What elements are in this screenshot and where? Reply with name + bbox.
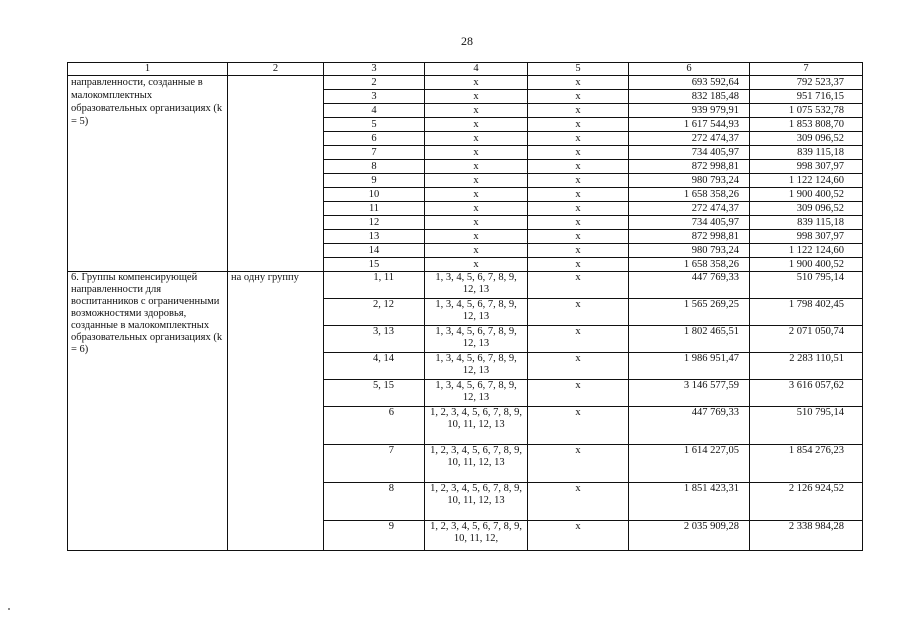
cell: 792 523,37 [750,76,863,90]
cell: 1, 3, 4, 5, 6, 7, 8, 9, 12, 13 [425,272,528,299]
cell: 1 614 227,05 [629,445,750,483]
group-name-cell: 6. Группы компенсирующей направленности для воспитанников с ограниченными возможностями здоровья, созданные в малокомплектных образовательных организациях (k = 6) [68,272,228,551]
cell: x [425,160,528,174]
cell: x [425,202,528,216]
cell: x [528,272,629,299]
cell: 1 565 269,25 [629,299,750,326]
cell: 5, 15 [324,380,425,407]
cell: 2 338 984,28 [750,521,863,551]
cell: 1, 2, 3, 4, 5, 6, 7, 8, 9, 10, 11, 12, 13 [425,407,528,445]
cell: 1, 3, 4, 5, 6, 7, 8, 9, 12, 13 [425,326,528,353]
cell: x [425,244,528,258]
cell: 309 096,52 [750,132,863,146]
cell: 693 592,64 [629,76,750,90]
group-a-body [68,76,863,272]
cell: 6 [324,132,425,146]
cell: 6 [324,407,425,445]
column-header: 1 [68,63,228,76]
cell: 14 [324,244,425,258]
tariff-table [67,62,863,551]
cell: 12 [324,216,425,230]
cell: 1, 3, 4, 5, 6, 7, 8, 9, 12, 13 [425,353,528,380]
cell: 1 900 400,52 [750,188,863,202]
cell: 9 [324,521,425,551]
cell: 1 122 124,60 [750,244,863,258]
cell: 3, 13 [324,326,425,353]
cell: 272 474,37 [629,202,750,216]
cell: x [528,202,629,216]
cell: 272 474,37 [629,132,750,146]
cell: 832 185,48 [629,90,750,104]
cell: 2 071 050,74 [750,326,863,353]
cell: 951 716,15 [750,90,863,104]
cell: x [425,132,528,146]
cell: x [528,132,629,146]
cell: 1 798 402,45 [750,299,863,326]
column-header: 2 [228,63,324,76]
cell: 2 283 110,51 [750,353,863,380]
cell: 1, 11 [324,272,425,299]
cell: 734 405,97 [629,146,750,160]
unit-cell: на одну группу [228,272,324,551]
cell: x [528,76,629,90]
cell: 1, 3, 4, 5, 6, 7, 8, 9, 12, 13 [425,299,528,326]
cell: 1 658 358,26 [629,188,750,202]
cell: 1 802 465,51 [629,326,750,353]
cell: x [528,299,629,326]
cell: 15 [324,258,425,272]
cell: 510 795,14 [750,407,863,445]
cell: 1 900 400,52 [750,258,863,272]
cell: x [528,216,629,230]
cell: 1 853 808,70 [750,118,863,132]
cell: 7 [324,445,425,483]
cell: x [425,230,528,244]
cell: 7 [324,146,425,160]
unit-cell [228,76,324,272]
cell: 11 [324,202,425,216]
cell: 4, 14 [324,353,425,380]
cell: 1 122 124,60 [750,174,863,188]
cell: 1, 2, 3, 4, 5, 6, 7, 8, 9, 10, 11, 12, 13 [425,445,528,483]
cell: 8 [324,483,425,521]
cell: x [528,326,629,353]
cell: 5 [324,118,425,132]
column-number-row [68,63,863,76]
cell: 1 658 358,26 [629,258,750,272]
cell: 1, 2, 3, 4, 5, 6, 7, 8, 9, 10, 11, 12, [425,521,528,551]
cell: 3 146 577,59 [629,380,750,407]
cell: 1 851 423,31 [629,483,750,521]
cell: 4 [324,104,425,118]
cell: 1 617 544,93 [629,118,750,132]
column-header: 3 [324,63,425,76]
cell: x [528,380,629,407]
cell: x [528,407,629,445]
cell: x [528,353,629,380]
cell: x [528,483,629,521]
cell: x [528,258,629,272]
cell: x [425,146,528,160]
page-number: 28 [461,34,473,48]
cell: 1, 3, 4, 5, 6, 7, 8, 9, 12, 13 [425,380,528,407]
scan-speck [8,608,10,610]
cell: 2 [324,76,425,90]
cell: x [425,174,528,188]
cell: x [528,521,629,551]
cell: 939 979,91 [629,104,750,118]
column-header: 7 [750,63,863,76]
cell: 839 115,18 [750,146,863,160]
cell: 2, 12 [324,299,425,326]
group-b-body [68,272,863,551]
cell: x [528,445,629,483]
cell: 734 405,97 [629,216,750,230]
cell: 1 986 951,47 [629,353,750,380]
cell: 10 [324,188,425,202]
cell: x [425,118,528,132]
cell: x [425,90,528,104]
cell: x [528,174,629,188]
cell: 309 096,52 [750,202,863,216]
cell: 980 793,24 [629,174,750,188]
cell: 3 616 057,62 [750,380,863,407]
cell: 447 769,33 [629,407,750,445]
cell: 1 075 532,78 [750,104,863,118]
group-name-cell: направленности, созданные в малокомплектных образовательных организациях (k = 5) [68,76,228,272]
cell: 9 [324,174,425,188]
column-header: 5 [528,63,629,76]
cell: x [528,104,629,118]
cell: x [425,258,528,272]
cell: x [528,244,629,258]
cell: 980 793,24 [629,244,750,258]
cell: 998 307,97 [750,230,863,244]
cell: 872 998,81 [629,230,750,244]
cell: 839 115,18 [750,216,863,230]
cell: 510 795,14 [750,272,863,299]
cell: 13 [324,230,425,244]
cell: x [528,146,629,160]
cell: x [528,160,629,174]
cell: x [528,118,629,132]
cell: 872 998,81 [629,160,750,174]
cell: 1, 2, 3, 4, 5, 6, 7, 8, 9, 10, 11, 12, 13 [425,483,528,521]
cell: x [425,76,528,90]
cell: 3 [324,90,425,104]
cell: x [425,216,528,230]
cell: 1 854 276,23 [750,445,863,483]
cell: 8 [324,160,425,174]
cell: 998 307,97 [750,160,863,174]
cell: 2 035 909,28 [629,521,750,551]
table-row [68,272,863,299]
column-header: 6 [629,63,750,76]
cell: x [425,104,528,118]
cell: x [528,230,629,244]
cell: 447 769,33 [629,272,750,299]
cell: x [528,90,629,104]
cell: x [528,188,629,202]
cell: x [425,188,528,202]
table-row [68,76,863,90]
column-header: 4 [425,63,528,76]
cell: 2 126 924,52 [750,483,863,521]
